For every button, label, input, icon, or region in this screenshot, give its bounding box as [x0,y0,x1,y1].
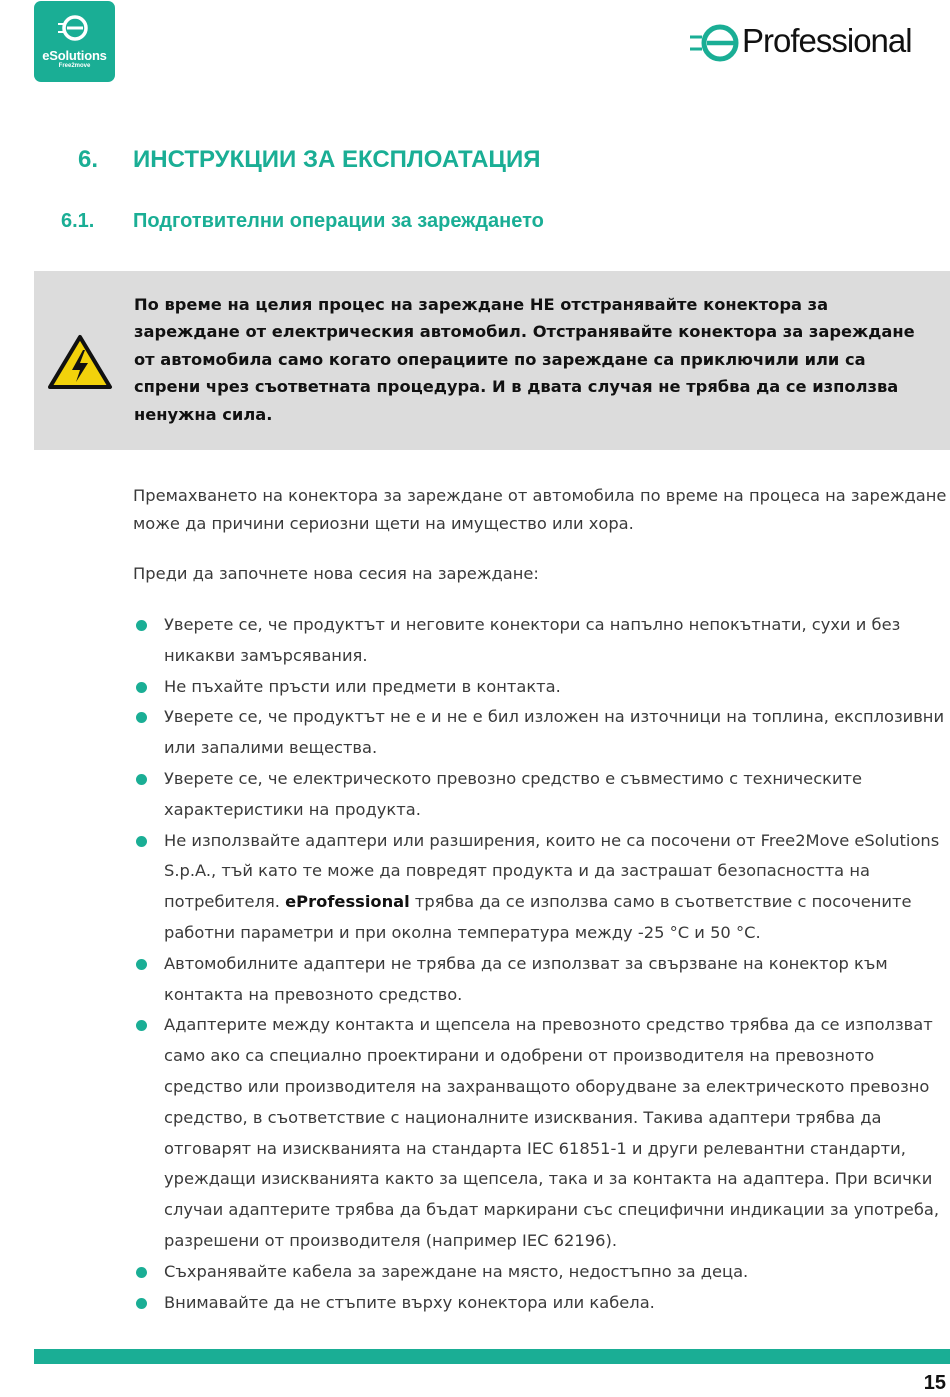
bullet-dot-icon [136,620,147,631]
eprofessional-wordmark: Professional [742,22,912,59]
list-item: Внимавайте да не стъпите върху конектора или кабела. [133,1288,948,1319]
subsection-title: Подготвителни операции за зареждането [133,210,544,232]
section-title: ИНСТРУКЦИИ ЗА ЕКСПЛОАТАЦИЯ [133,146,541,173]
list-item: Уверете се, че продуктът и неговите конектори са напълно непокътнати, сухи и без никакви замърсявания. [133,610,948,672]
intro-paragraph: Премахването на конектора за зареждане от автомобила по време на процеса на зареждане може да причини сериозни щети на имущество или хора. [133,486,947,533]
bullet-dot-icon [136,1267,147,1278]
list-item: Автомобилните адаптери не трябва да се използват за свързване на конектор към контакта на превозното средство. [133,949,948,1011]
high-voltage-warning-icon [47,334,113,390]
warning-text: По време на целия процес на зареждане НЕ отстранявайте конектора за зареждане от електрическия автомобил. Отстранявайте конектора за зареждане от автомобила само когато операциите по зареждане са приключили или са спрени чрез съответната процедура. И в двата случая не трябва да се използва ненужна сила. [134,295,915,424]
list-item: Уверете се, че продуктът не е и не е бил изложен на източници на топлина, експлозивни или запалими вещества. [133,702,948,764]
list-item: Уверете се, че електрическото превозно средство е съвместимо с техническите характеристики на продукта. [133,764,948,826]
esolutions-plug-icon [34,13,115,47]
section-heading [78,146,540,174]
list-item: Съхранявайте кабела за зареждане на място, недостъпно за деца. [133,1257,948,1288]
page-number: 15 [923,1372,946,1394]
bullet-dot-icon [136,1020,147,1031]
bullet-dot-icon [136,1298,147,1309]
section-number: 6. [78,146,99,173]
esolutions-brand-text: eSolutions [42,48,107,63]
warning-box [34,271,950,450]
before-charging-paragraph: Преди да започнете нова сесия на зареждане: [133,564,539,583]
bullet-dot-icon [136,959,147,970]
subsection-heading [61,210,544,233]
footer-accent-bar [34,1349,950,1364]
list-item: Адаптерите между контакта и щепсела на превозното средство трябва да се използват само ако са специално проектирани и одобрени от производителя на превозното средство или производителя на захранващото оборудване за електрическото превозно средство, в съответствие с националните изисквания. Такива адаптери трябва да отговарят на изискванията на стандарта IEC 61851-1 и други релевантни стандарти, уреждащи изискванията както за щепсела, така и за контакта на адаптера. При всички случаи адаптерите трябва да бъдат маркирани със специфични индикации за употреба, разрешени от производителя (например IEC 62196). [133,1010,948,1256]
eprofessional-logo [688,20,950,66]
bullet-dot-icon [136,836,147,847]
list-item: Не пъхайте пръсти или предмети в контакта. [133,672,948,703]
safety-checklist [133,610,948,1318]
list-item: Не използвайте адаптери или разширения, които не са посочени от Free2Move eSolutions S.p.A., тъй като те може да повредят продукта и да застрашат безопасността на потребителя. eProfessional трябва да се използва само в съответствие с посочените работни параметри и при околна температура между -25 °C и 50 °C. [133,826,948,949]
eprofessional-e-icon [688,22,744,64]
bullet-dot-icon [136,712,147,723]
free2move-text: Free2move [58,63,91,69]
bullet-dot-icon [136,774,147,785]
esolutions-logo [34,1,115,82]
bullet-dot-icon [136,682,147,693]
subsection-number: 6.1. [61,210,95,232]
product-name: eProfessional [285,892,410,912]
